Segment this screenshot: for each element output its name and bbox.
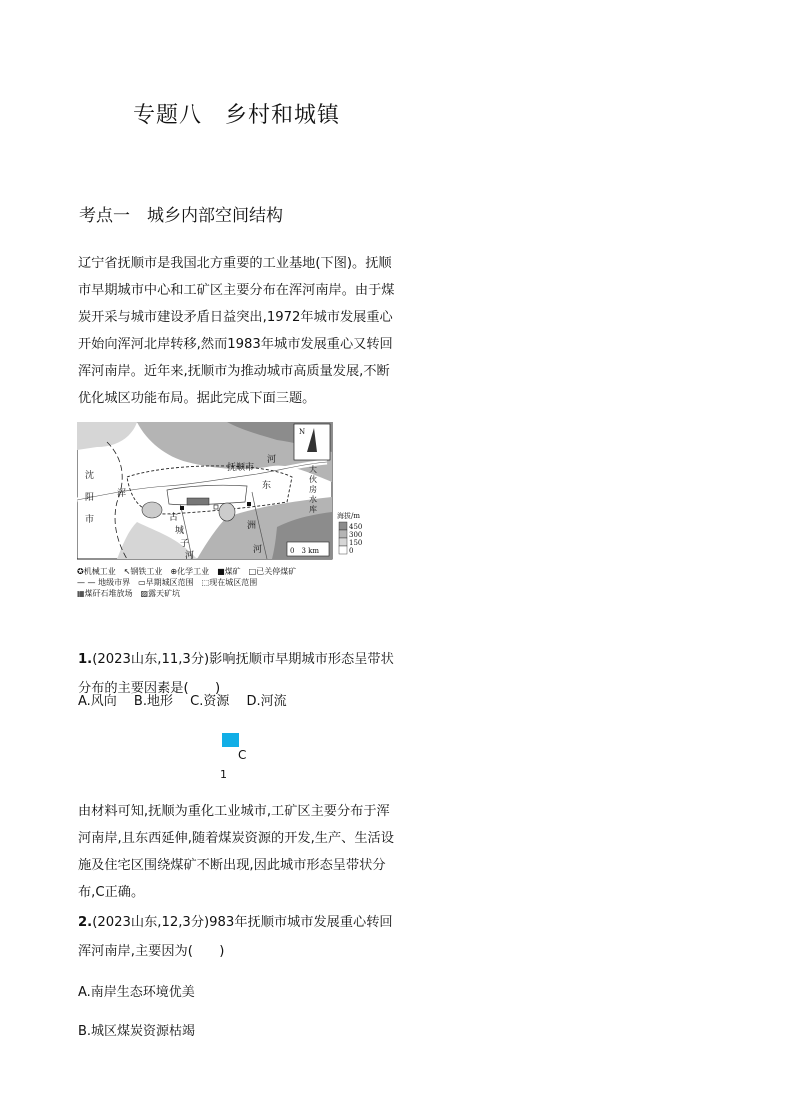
map-label-dong: 东 (262, 481, 272, 491)
map-label-gu: 古 (169, 513, 179, 523)
map-label-yang: 阳 (85, 493, 95, 503)
explanation: 由材料可知,抚顺为重化工业城市,工矿区主要分布于浑河南岸,且东西延伸,随着煤炭资源的开发,生产、生活设施及住宅区围绕煤矿不断出现,因此城市形态呈带状分布,C正确。 (78, 804, 394, 900)
elev-label-150: 150 (349, 539, 363, 547)
legend-line-2: — — 地级市界 ▭早期城区范围 ⬚现在城区范围 (77, 578, 258, 587)
question-1-number: 1. (78, 652, 93, 667)
page-title: 专题八 乡村和城镇 (133, 103, 341, 128)
scale-label: 0 3 km (290, 547, 320, 555)
question-2-option-b: B.城区煤炭资源枯竭 (78, 1024, 196, 1039)
map-label-zi: 子 (180, 539, 190, 549)
gangue-dump (142, 502, 162, 518)
section-heading: 考点一 城乡内部空间结构 (79, 206, 283, 226)
intro-paragraph: 辽宁省抚顺市是我国北方重要的工业基地(下图)。抚顺市早期城市中心和工矿区主要分布在浑河南岸。由于煤炭开采与城市建设矛盾日益突出,1972年城市发展重心开始向浑河北岸转移,然而1983年城市发展重心又转回浑河南岸。近年来,抚顺市为推动城市高质量发展,不断优化城区功能布局。据此完成下面三题。 (78, 256, 395, 406)
elevation-title: 海拔/m (337, 512, 360, 520)
legend-line-1: ✪机械工业 ↖钢铁工业 ⊕化学工业 ■煤矿 □已关停煤矿 (77, 567, 297, 576)
coal-mine (180, 506, 184, 510)
question-2-option-a: A.南岸生态环境优美 (78, 985, 195, 1000)
answer-number: 1 (220, 768, 227, 781)
coal-mine-2 (247, 502, 251, 506)
map-label-zhou: 洲 (247, 521, 257, 531)
map-label-da2: 伙 (309, 475, 317, 484)
map-label-he1: 河 (267, 455, 277, 465)
closed-coal-mine (214, 505, 218, 509)
elev-label-300: 300 (349, 531, 363, 539)
map-label-da1: 大 (309, 465, 317, 474)
map-label-da5: 库 (309, 505, 317, 514)
question-2-text: (2023山东,12,3分)983年抚顺市城市发展重心转回浑河南岸,主要因为( ) (78, 915, 393, 959)
map-label-hun: 浑 (117, 489, 127, 499)
map-legend (77, 566, 397, 599)
elev-label-450: 450 (349, 523, 363, 531)
map-label-he2: 河 (185, 551, 195, 561)
elev-label-0: 0 (349, 547, 354, 555)
question-1-text: (2023山东,11,3分)影响抚顺市早期城市形态呈带状分布的主要因素是( ) (78, 652, 394, 696)
elev-swatch-300 (339, 530, 347, 538)
map-label-da3: 房 (309, 485, 317, 494)
elev-swatch-0 (339, 546, 347, 554)
map-label-da4: 水 (309, 495, 317, 504)
map-label-shi: 市 (85, 515, 95, 525)
map-label-he3: 河 (253, 545, 263, 555)
question-2-number: 2. (78, 915, 93, 930)
elev-swatch-150 (339, 538, 347, 546)
map-label-shen: 沈 (85, 471, 95, 481)
question-1-options: A.风向 B.地形 C.资源 D.河流 (78, 694, 287, 709)
answer-letter: C (238, 748, 247, 762)
elev-swatch-450 (339, 522, 347, 530)
open-pit (187, 498, 209, 505)
north-label: N (299, 428, 306, 436)
answer-marker (222, 733, 239, 747)
question-2 (78, 908, 396, 966)
gangue-dump-2 (219, 503, 235, 521)
legend-line-3: ▦煤矸石堆放场 ▨露天矿坑 (77, 589, 181, 598)
map-label-fushun: 抚顺市 (227, 463, 255, 473)
map-label-cheng: 城 (175, 526, 185, 536)
